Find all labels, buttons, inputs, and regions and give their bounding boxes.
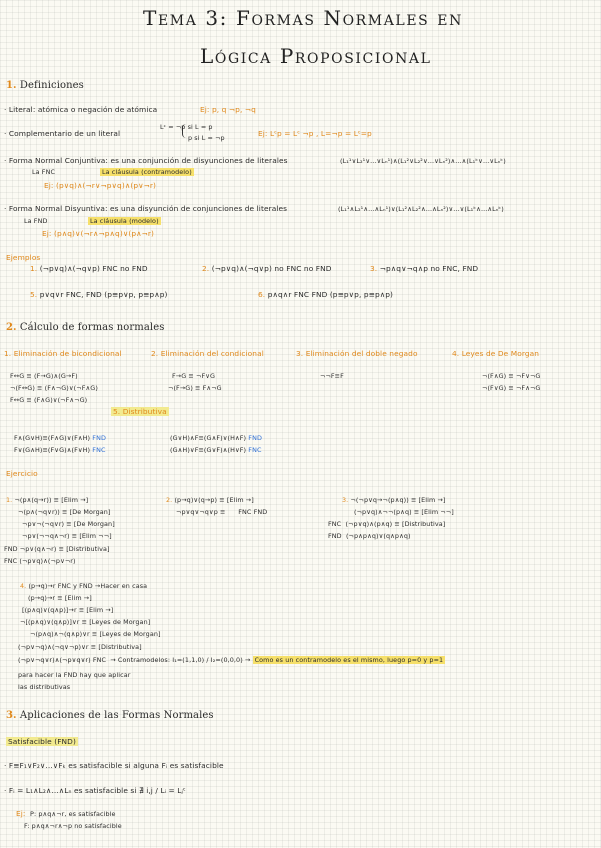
fnd-def: · Forma Normal Disyuntiva: es una disyunción de conjunciones de literales xyxy=(4,204,288,213)
exercise-4-line-1: (p→q)→r ≡ [Elim →] xyxy=(28,594,92,602)
bicond-rule-3: F↔G ≡ (F∧G)∨(¬F∧¬G) xyxy=(10,396,88,404)
morgan-rule-2: ¬(F∨G) ≡ ¬F∧¬G xyxy=(482,384,541,392)
section-1-heading xyxy=(6,80,84,92)
fnc-example: Ej: (p∨q)∧(¬r∨¬p∨q)∧(p∨¬r) xyxy=(44,181,157,190)
sat-rule-2: · Fᵢ = L₁∧L₂∧...∧Lₙ es satisfacible si ∄ i,j / Lᵢ = Lⱼᶜ xyxy=(4,786,186,795)
exercise-4-line-4: ¬(p∧q)∧¬(q∧p)∨r ≡ [Leyes de Morgan] xyxy=(30,630,161,638)
step-3-heading: 3. Eliminación del doble negado xyxy=(296,349,418,358)
cond-rule-1: F→G ≡ ¬F∨G xyxy=(172,372,216,380)
bicond-rule-2: ¬(F↔G) ≡ (F∧¬G)∨(¬F∧G) xyxy=(10,384,98,392)
exercise-4-line-6: (¬p∨¬q∨r)∧(¬p∨q∨r) FNC → Contramodelos: I₁=(1,1,0) / I₂=(0,0,0) → Como es un contramodelo es el mismo, luego p=0 y p=1 xyxy=(18,656,444,664)
fnc-def: · Forma Normal Conjuntiva: es una conjunción de disyunciones de literales xyxy=(4,156,288,165)
satisfiable-heading: Satisfacible (FND) xyxy=(8,737,76,746)
example-6: 6. p∧q∧r FNC FND (p≡p∨p, p≡p∧p) xyxy=(258,290,394,299)
dist-rule-2: F∨(G∧H)≡(F∨G)∧(F∨H) FNC xyxy=(14,446,106,454)
page-title-line2: Lógica Proposicional xyxy=(200,44,432,68)
exercise-4-line-7: para hacer la FND hay que aplicar xyxy=(18,671,131,679)
comp-def-line1: Lᶜ = ¬p si L = p xyxy=(160,123,213,131)
complementary-def: · Complementario de un literal xyxy=(4,129,121,138)
sat-rule-1: · F≡F₁∨F₂∨...∨Fₖ es satisfacible si alguna Fᵢ es satisfacible xyxy=(4,761,224,770)
bicond-rule-1: F↔G ≡ (F→G)∧(G→F) xyxy=(10,372,78,380)
sat-example-1: P: p∧q∧¬r, es satisfacible xyxy=(30,810,116,818)
page-title-line1: Tema 3: Formas Normales en xyxy=(143,6,463,30)
comp-def-line2: p si L = ¬p xyxy=(188,134,225,142)
literal-def: · Literal: atómica o negación de atómica xyxy=(4,105,158,114)
dist-rule-1: F∧(G∨H)≡(F∧G)∨(F∧H) FND xyxy=(14,434,106,442)
step-4-heading: 4. Leyes de De Morgan xyxy=(452,349,540,358)
fnd-clause: La cláusula (modelo) xyxy=(90,217,159,225)
exercise-heading: Ejercicio xyxy=(6,469,38,478)
exercise-3-line-3: FNC (¬p∨q)∧(p∧q) ≡ [Distributiva] xyxy=(328,520,446,528)
example-1: 1. (¬p∨q)∧(¬q∨p) FNC no FND xyxy=(30,264,148,273)
example-3: 3. ¬p∧q∨¬q∧p no FNC, FND xyxy=(370,264,479,273)
cond-rule-2: ¬(F→G) ≡ F∧¬G xyxy=(168,384,222,392)
example-5: 5. p∨q∨r FNC, FND (p≡p∨p, p≡p∧p) xyxy=(30,290,168,299)
section-2-heading: 2. Cálculo de formas normales xyxy=(6,322,165,333)
exercise-3-line-2: (¬p∨q)∧¬¬(p∧q) ≡ [Elim ¬¬] xyxy=(354,508,454,516)
example-2: 2. (¬p∨q)∧(¬q∨p) no FNC no FND xyxy=(202,264,332,273)
morgan-rule-1: ¬(F∧G) ≡ ¬F∨¬G xyxy=(482,372,541,380)
fnd-example: Ej: (p∧q)∨(¬r∧¬p∧q)∨(p∧¬r) xyxy=(42,229,155,238)
fnc-label: La FNC xyxy=(32,168,56,176)
step-2-heading: 2. Eliminación del condicional xyxy=(151,349,264,358)
step-5-heading: 5. Distributiva xyxy=(113,407,167,416)
comp-example: Ej: Lᶜp = Lᶜ ¬p , L=¬p = Lᶜ=p xyxy=(258,129,372,138)
fnc-formula: (L₁¹∨L₂¹∨...∨Lₙ¹)∧(L₁²∨L₂²∨...∨Lₙ²)∧...∧(L₁ᵏ∨...∨Lₙᵏ) xyxy=(340,157,506,165)
exercise-1-line-5: FND ¬p∨(q∧¬r) ≡ [Distributiva] xyxy=(4,545,110,553)
exercise-1-line-1: 1. ¬(p∧(q→r)) ≡ [Elim →] xyxy=(6,496,89,504)
section-1-title: Definiciones xyxy=(19,80,84,91)
exercise-1-line-6: FNC (¬p∨q)∧(¬p∨¬r) xyxy=(4,557,76,565)
dist-rule-3: (G∨H)∧F≡(G∧F)∨(H∧F) FND xyxy=(170,434,262,442)
section-1-number: 1. xyxy=(6,80,17,91)
dist-rule-4: (G∧H)∨F≡(G∨F)∧(H∨F) FNC xyxy=(170,446,262,454)
exercise-4-line-3: ¬[(p∧q)∨(q∧p)]∨r ≡ [Leyes de Morgan] xyxy=(20,618,151,626)
step-1-heading: 1. Eliminación de bicondicional xyxy=(4,349,122,358)
double-neg-rule: ¬¬F≡F xyxy=(320,372,344,380)
section-3-heading: 3. Aplicaciones de las Formas Normales xyxy=(6,710,214,721)
exercise-4-line-8: las distributivas xyxy=(18,683,71,691)
exercise-3-line-1: 3. ¬(¬p∨q→¬(p∧q)) ≡ [Elim →] xyxy=(342,496,446,504)
exercise-4-line-5: (¬p∨¬q)∧(¬q∨¬p)∨r ≡ [Distributiva] xyxy=(18,643,142,651)
literal-example: Ej: p, q ¬p, ¬q xyxy=(200,105,256,114)
fnd-formula: (L₁¹∧L₂¹∧...∧Lₙ¹)∨(L₁²∧L₂²∧...∧Lₙ²)∨...∨(L₁ᵏ∧...∧Lₙᵏ) xyxy=(338,205,504,213)
exercise-2-line-1: 2. (p→q)∨(q→p) ≡ [Elim →] xyxy=(166,496,254,504)
exercise-1-line-2: ¬(p∧(¬q∨r)) ≡ [De Morgan] xyxy=(18,508,111,516)
exercise-1-line-3: ¬p∨¬(¬q∨r) ≡ [De Morgan] xyxy=(22,520,115,528)
exercise-2-line-2: ¬p∨q∨¬q∨p ≡ FNC FND xyxy=(176,508,268,516)
examples-heading: Ejemplos xyxy=(6,253,41,262)
sat-example-label: Ej: xyxy=(16,809,26,818)
exercise-4-line-2: [(p∧q)∨(q∧p)]→r ≡ [Elim →] xyxy=(22,606,114,614)
fnd-label: La FND xyxy=(24,217,48,225)
exercise-3-line-4: FND (¬p∧p∧q)∨(q∧p∧q) xyxy=(328,532,411,540)
exercise-4-header: 4. (p→q)→r FNC y FND →Hacer en casa xyxy=(20,582,148,590)
fnc-clause: La cláusula (contramodelo) xyxy=(102,168,192,176)
exercise-1-line-4: ¬p∨(¬¬q∧¬r) ≡ [Elim ¬¬] xyxy=(22,532,112,540)
sat-example-2: F: p∧q∧¬r∧¬p no satisfacible xyxy=(24,822,122,830)
